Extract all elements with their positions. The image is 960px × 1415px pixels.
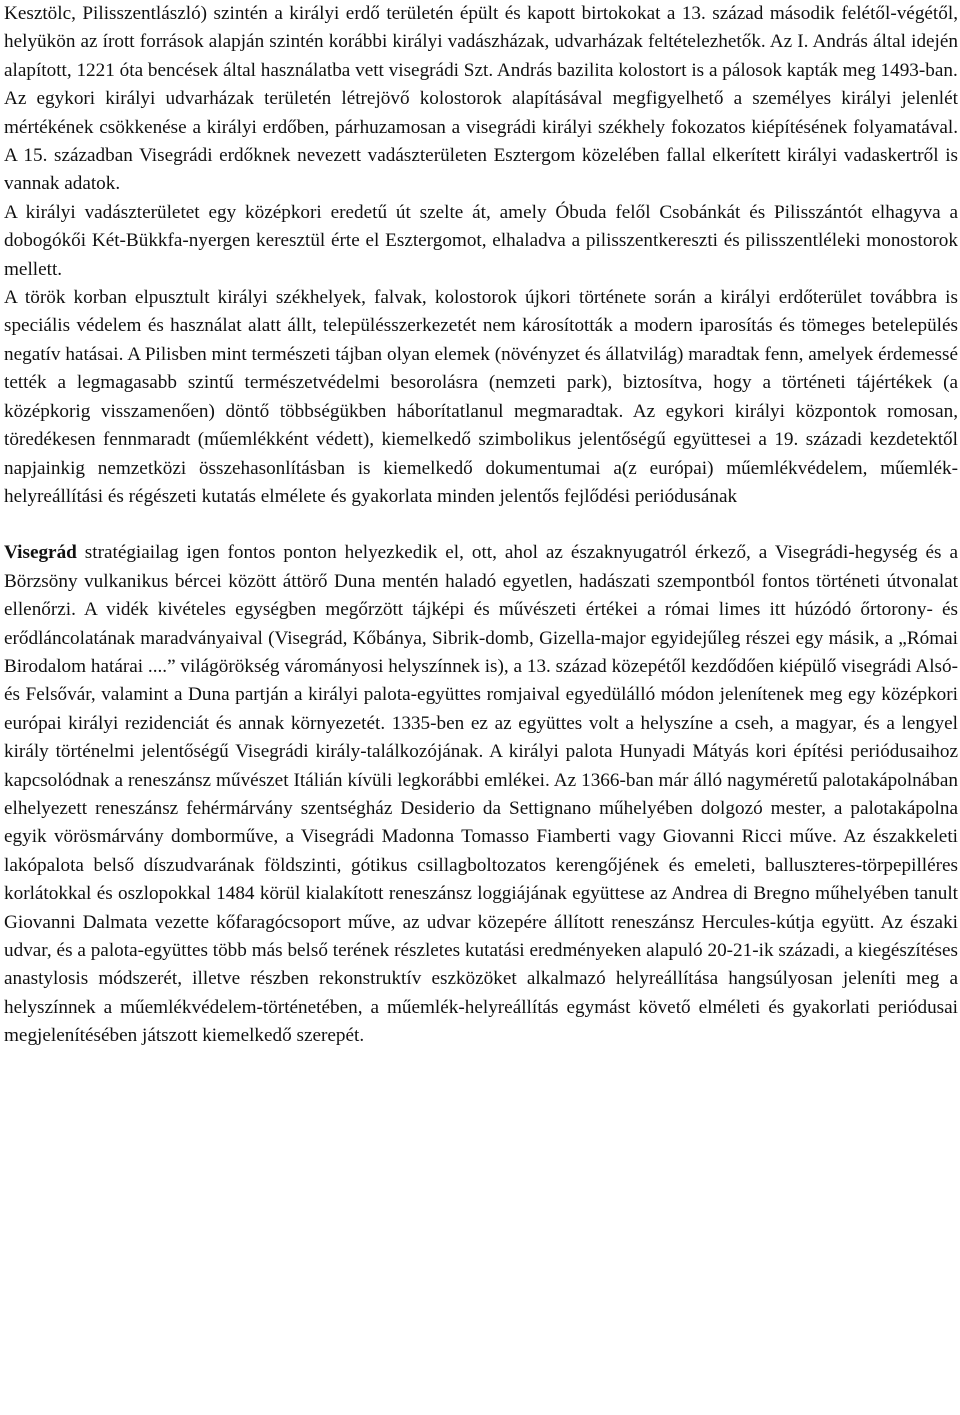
paragraph-kesztolc: Kesztölc, Pilisszentlászló) szintén a királyi erdő területén épült és kapott birtokokat a 13. század második felétől-végétől, helyükön az írott források alapján szintén korábbi királyi vadászházak, udvarházak feltételezhetők. Az I. András által idején alapított, 1221 óta bencések által használatba vett visegrádi Szt. András bazilita kolostort is a pálosok kapták meg 1493-ban. bbox=[4, 3, 958, 81]
paragraph-gap bbox=[4, 511, 958, 539]
paragraph-kolostorok: Az egykori királyi udvarházak területén létrejövő kolostorok alapításával megfigyelhető a személyes királyi jelenlét mértékének csökkenése a királyi erdőben, párhuzamosan a visegrádi királyi székhely fokozatos kiépítésének folyamatával. A 15. században Visegrádi erdőknek nevezett vadászterületen Esztergom közelében fallal elkerített királyi vadaskertről is vannak adatok. bbox=[4, 88, 958, 195]
paragraph-torok-kor: A török korban elpusztult királyi székhelyek, falvak, kolostorok újkori története során a királyi erdőterület továbbra is speciális védelem és használat alatt állt, településszerkezetét nem károsították a modern iparosítás és tömeges betelepülés negatív hatásai. A Pilisben mint természeti tájban olyan elemek (növényzet és állatvilág) maradtak fenn, amelyek érdemessé tették a legmagasabb szintű természetvédelmi besorolásra (nemzeti park), biztosítva, hogy a történeti tájértékek (a középkorig visszamenően) döntő többségükben háborítatlanul megmaradtak. Az egykori királyi központok romosan, töredékesen fennmaradt (műemlékként védett), kiemelkedő szimbolikus jelentőségű együttesei a 19. századi kezdetektől napjainkig nemzetközi összehasonlításban is kiemelkedő dokumentumai a(z európai) műemlékvédelem, műemlék-helyreállítási és régészeti kutatás elmélete és gyakorlata minden jelentős fejlődési periódusának bbox=[4, 287, 958, 507]
visegrad-bold-lead: Visegrád bbox=[4, 542, 77, 564]
paragraph-vadaszterulet: A királyi vadászterületet egy középkori eredetű út szelte át, amely Óbuda felől Csobánkát és Pilisszántót elhagyva a dobogókői Két-Bükkfa-nyergen keresztül érte el Esztergomot, elhaladva a pilisszentkereszti és pilisszentléleki monostorok mellett. bbox=[4, 201, 958, 280]
visegrad-body: stratégiailag igen fontos ponton helyezkedik el, ott, ahol az északnyugatról érkező, a Visegrádi-hegység és a Börzsöny vulkanikus bércei között áttörő Duna mentén haladó egyetlen, hadászati szempontból fontos történeti útvonalat ellenőrzi. A vidék kivételes egységben megőrzött tájképi és művészeti értékei a római limes itt húzódó őrtorony- és erődláncolatának maradványaival (Visegrád, Kőbánya, Sibrik-domb, Gizella-major egyidejűleg részei egy másik, a „Római Birodalom határai ....” világörökség várományosi helyszínnek is), a 13. század közepétől kezdődően kiépülő visegrádi Alsó- és Felsővár, valamint a Duna partján a királyi palota-együttes romjaival egyedülálló módon jelenítenek meg egy középkori európai királyi rezidenciát és annak környezetét. 1335-ben ez az együttes volt a helyszíne a cseh, a magyar, és a lengyel király történelmi jelentőségű Visegrádi király-találkozójának. A királyi palota Hunyadi Mátyás kori építési periódusaihoz kapcsolódnak a reneszánsz művészet Itálián kívüli legkorábbi emlékei. Az 1366-ban már álló nagyméretű palotakápolnában elhelyezett reneszánsz fehérmárvány szentségház Desiderio da Settignano műhelyében dolgozó mester, a palotakápolna egyik vörösmárvány domborműve, a Visegrádi Madonna Tomasso Fiamberti vagy Giovanni Ricci műve. Az északkeleti lakópalota belső díszudvarának földszinti, gótikus csillagboltozatos kerengőjének és emeleti, balluszteres-törpepilléres korlátokkal és oszlopokkal 1484 körül kialakított reneszánsz loggiájának együttese az Andrea di Bregno műhelyében tanult Giovanni Dalmata vezette kőfaragócsoport műve, az udvar közepére állított reneszánsz Hercules-kútja együtt. Az északi udvar, és a palota-együttes több más belső terének részletes kutatási eredményeken alapuló 20-21-ik századi, a kiegészítéses anastylosis módszerét, illetve részben rekonstruktív eszközöket alkalmazó helyreállítása hangsúlyosan jeleníti meg a helyszínnek a műemlékvédelem-történetében, a műemlék-helyreállítás egymást követő elméleti és gyakorlati periódusai megjelenítésében játszott kiemelkedő szerepét. bbox=[4, 542, 958, 1047]
document-page bbox=[4, 0, 958, 1051]
paragraph-visegrad bbox=[4, 539, 958, 1050]
